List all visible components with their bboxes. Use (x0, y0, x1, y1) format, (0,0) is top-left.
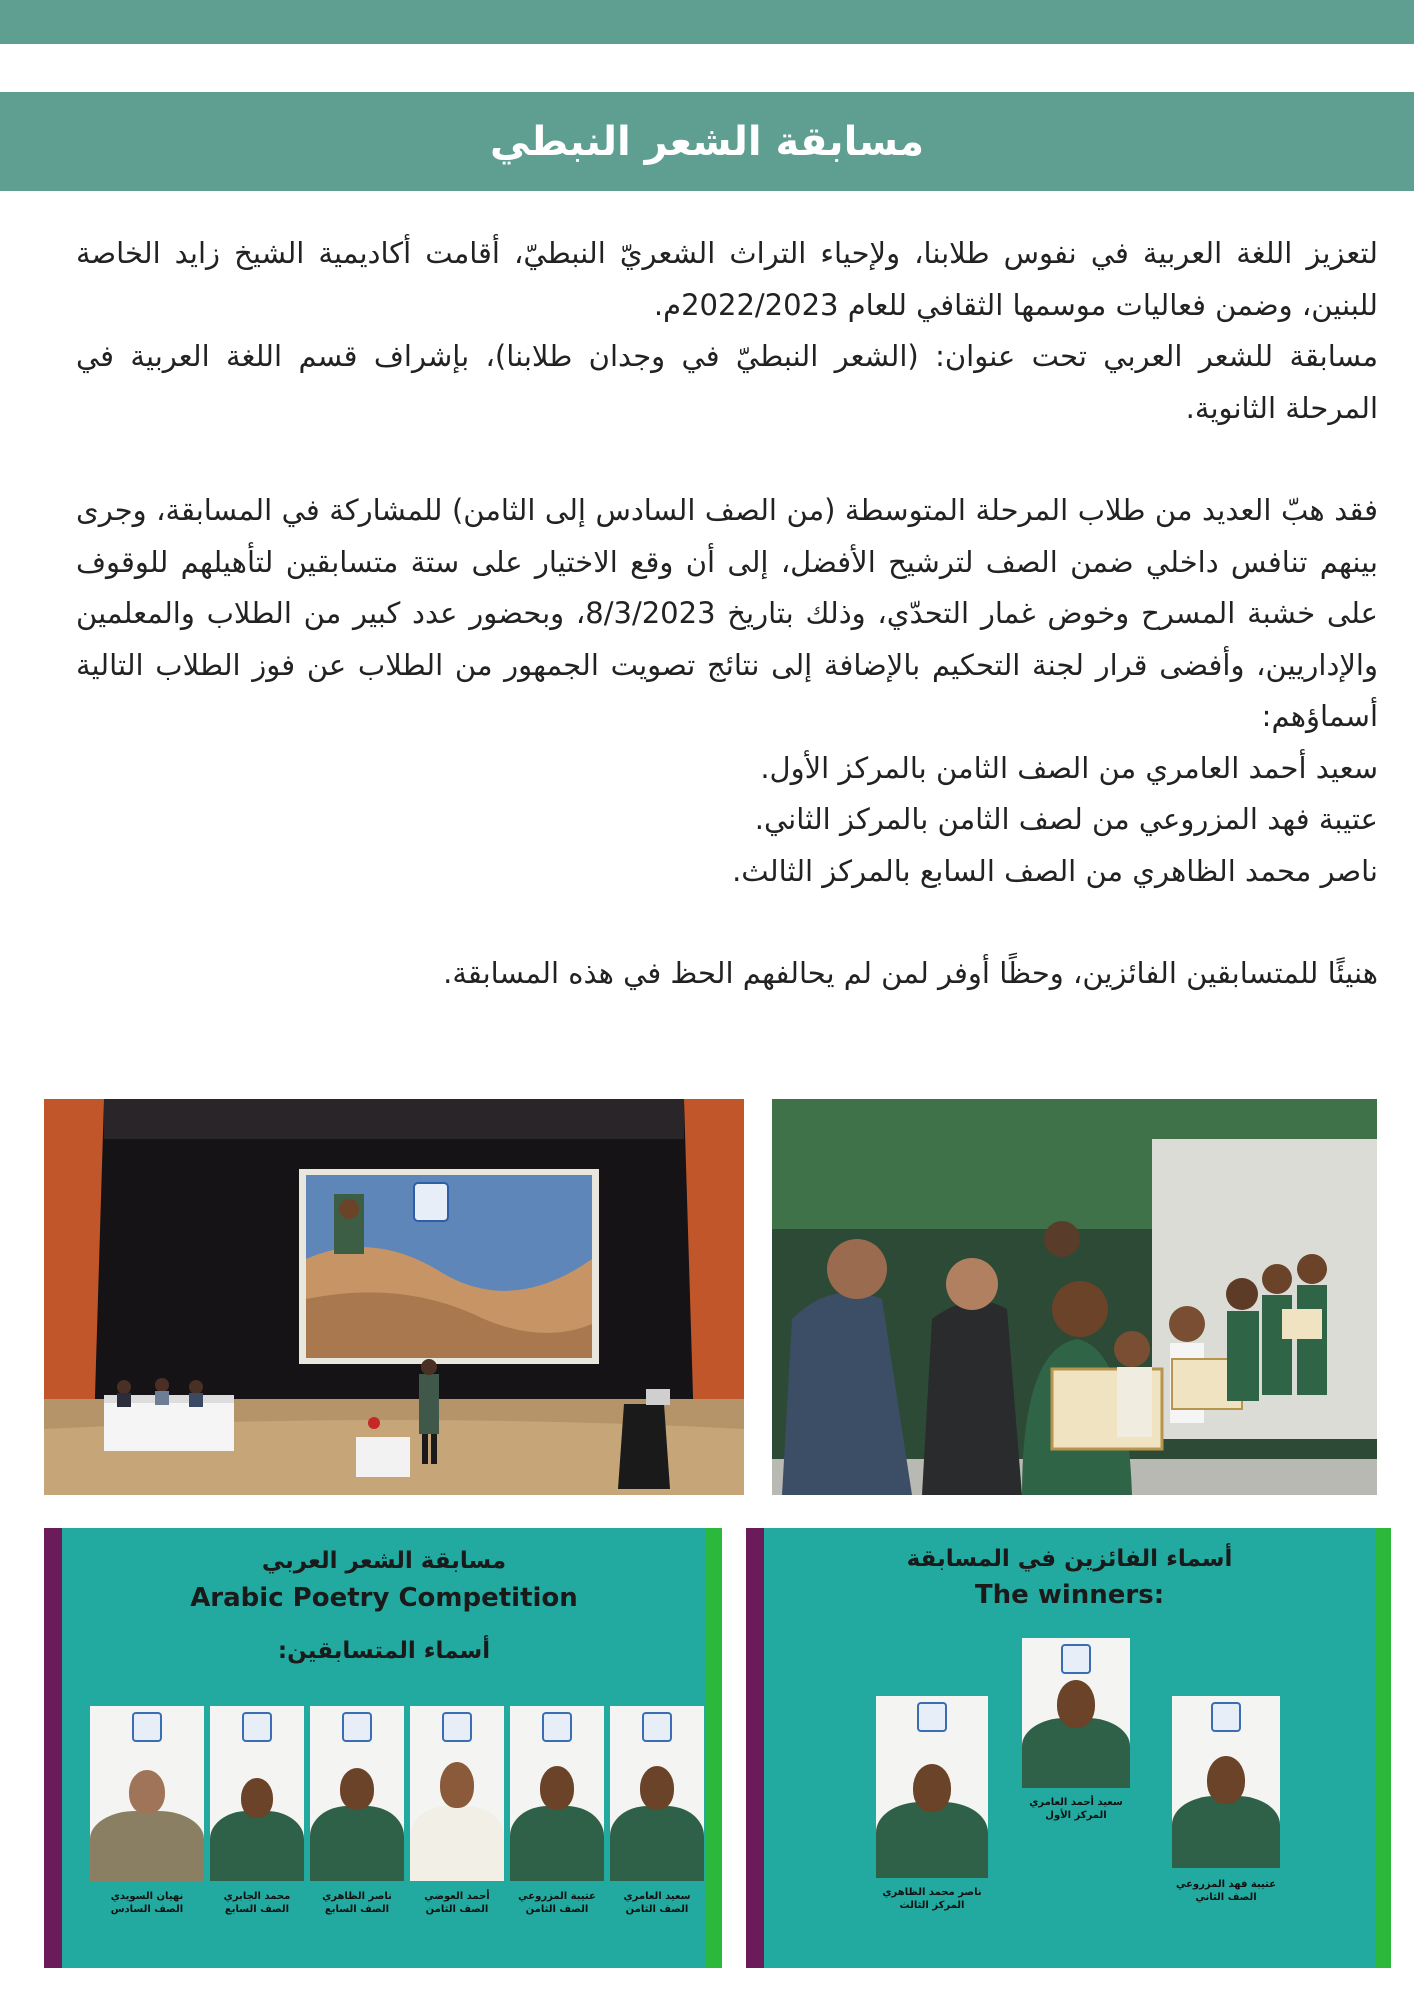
stage-photo-illustration (44, 1099, 744, 1495)
contestant-grade: الصف السادس (110, 1904, 184, 1915)
school-logo-icon (1061, 1644, 1091, 1674)
contestants-slide (44, 1528, 722, 1968)
contestant-caption-4 (310, 1890, 404, 1916)
contestant-grade: الصف السابع (224, 1904, 290, 1915)
winner-place: الصف الثاني (1195, 1892, 1257, 1903)
contestant-caption-1 (610, 1890, 704, 1916)
paragraph-competition: مسابقة للشعر العربي تحت عنوان: (الشعر النبطيّ في وجدان طلابنا)، بإشراف قسم اللغة العربية في المرحلة الثانوية. (76, 339, 1378, 425)
winner-name: ناصر محمد الظاهري (882, 1887, 982, 1898)
school-logo-icon (342, 1712, 372, 1742)
winner-second-line: عتيبة فهد المزروعي من لصف الثامن بالمركز الثاني. (754, 802, 1378, 836)
paragraph-closing: هنيئًا للمتسابقين الفائزين، وحظًا أوفر لمن لم يحالفهم الحظ في هذه المسابقة. (443, 956, 1378, 990)
winners-slide-title-en: The winners: (974, 1580, 1165, 1610)
contestant-card-2 (510, 1706, 604, 1881)
contestants-slide-title-en: Arabic Poetry Competition (190, 1583, 578, 1613)
contestant-name: نهيان السويدي (110, 1891, 184, 1902)
winner-place: المركز الثالث (899, 1900, 965, 1911)
contestant-name: سعيد العامري (623, 1891, 691, 1902)
article-body (76, 228, 1378, 1000)
winner-caption-second (1162, 1878, 1290, 1904)
contestant-grade: الصف الثامن (425, 1904, 489, 1915)
winner-card-first (1022, 1638, 1130, 1788)
school-logo-icon (132, 1712, 162, 1742)
winner-caption-first (1012, 1796, 1140, 1822)
paragraph-details: فقد هبّ العديد من طلاب المرحلة المتوسطة (من الصف السادس إلى الثامن) للمشاركة في المسابقة، وجرى بينهم تنافس داخلي ضمن الصف لترشيح الأفضل، إلى أن وقع الاختيار على ستة متسابقين لتأهيلهم للوقوف على خشبة المسرح وخوض غمار التحدّي، وذلك بتاريخ 8/3/2023، وبحضور عدد كبير من الطلاب والمعلمين والإداريين، وأفضى قرار لجنة التحكيم بالإضافة إلى نتائج تصويت الجمهور من الطلاب عن فوز الطلاب التالية أسماؤهم: (76, 493, 1378, 733)
winner-place: المركز الأول (1045, 1810, 1107, 1821)
contestant-card-5 (210, 1706, 304, 1881)
winner-card-third (876, 1696, 988, 1878)
stage-photo (44, 1099, 744, 1495)
contestants-slide-title-ar: مسابقة الشعر العربي (261, 1548, 507, 1574)
winner-caption-third (866, 1886, 998, 1912)
paragraph-intro: لتعزيز اللغة العربية في نفوس طلابنا، ولإحياء التراث الشعريّ النبطيّ، أقامت أكاديمية الشيخ زايد الخاصة للبنين، وضمن فعاليات موسمها الثقافي للعام 2022/2023م. (76, 236, 1378, 322)
contestant-caption-2 (510, 1890, 604, 1916)
contestant-card-3 (410, 1706, 504, 1881)
school-logo-icon (542, 1712, 572, 1742)
winner-first-line: سعيد أحمد العامري من الصف الثامن بالمركز الأول. (760, 750, 1378, 785)
school-logo-icon (642, 1712, 672, 1742)
contestant-caption-3 (410, 1890, 504, 1916)
contestant-caption-6 (90, 1890, 204, 1916)
contestant-card-6 (90, 1706, 204, 1881)
winners-slide-title-ar: أسماء الفائزين في المسابقة (906, 1546, 1233, 1572)
contestant-name: عتيبة المزروعي (518, 1891, 596, 1902)
winners-photo-illustration (772, 1099, 1377, 1495)
contestant-name: ناصر الظاهري (322, 1891, 392, 1902)
contestant-grade: الصف الثامن (625, 1904, 689, 1915)
top-accent-bar (0, 0, 1414, 44)
page-title: مسابقة الشعر النبطي (489, 118, 925, 165)
contestant-caption-5 (210, 1890, 304, 1916)
winner-card-second (1172, 1696, 1280, 1868)
winners-slide (746, 1528, 1391, 1968)
school-logo-icon (917, 1702, 947, 1732)
winners-group-photo (772, 1099, 1377, 1495)
contestant-grade: الصف الثامن (525, 1904, 589, 1915)
title-band (0, 92, 1414, 191)
winner-third-line: ناصر محمد الظاهري من الصف السابع بالمركز الثالث. (732, 853, 1378, 888)
contestant-card-1 (610, 1706, 704, 1881)
contestant-card-4 (310, 1706, 404, 1881)
contestant-name: محمد الجابري (223, 1891, 291, 1902)
winner-name: عتيبة فهد المزروعي (1175, 1879, 1277, 1890)
contestant-name: أحمد العوضي (424, 1891, 490, 1902)
school-logo-icon (1211, 1702, 1241, 1732)
contestants-slide-subtitle: أسماء المتسابقين: (277, 1638, 491, 1664)
contestant-grade: الصف السابع (324, 1904, 390, 1915)
school-logo-icon (442, 1712, 472, 1742)
winner-name: سعيد أحمد العامري (1029, 1797, 1123, 1808)
school-logo-icon (242, 1712, 272, 1742)
